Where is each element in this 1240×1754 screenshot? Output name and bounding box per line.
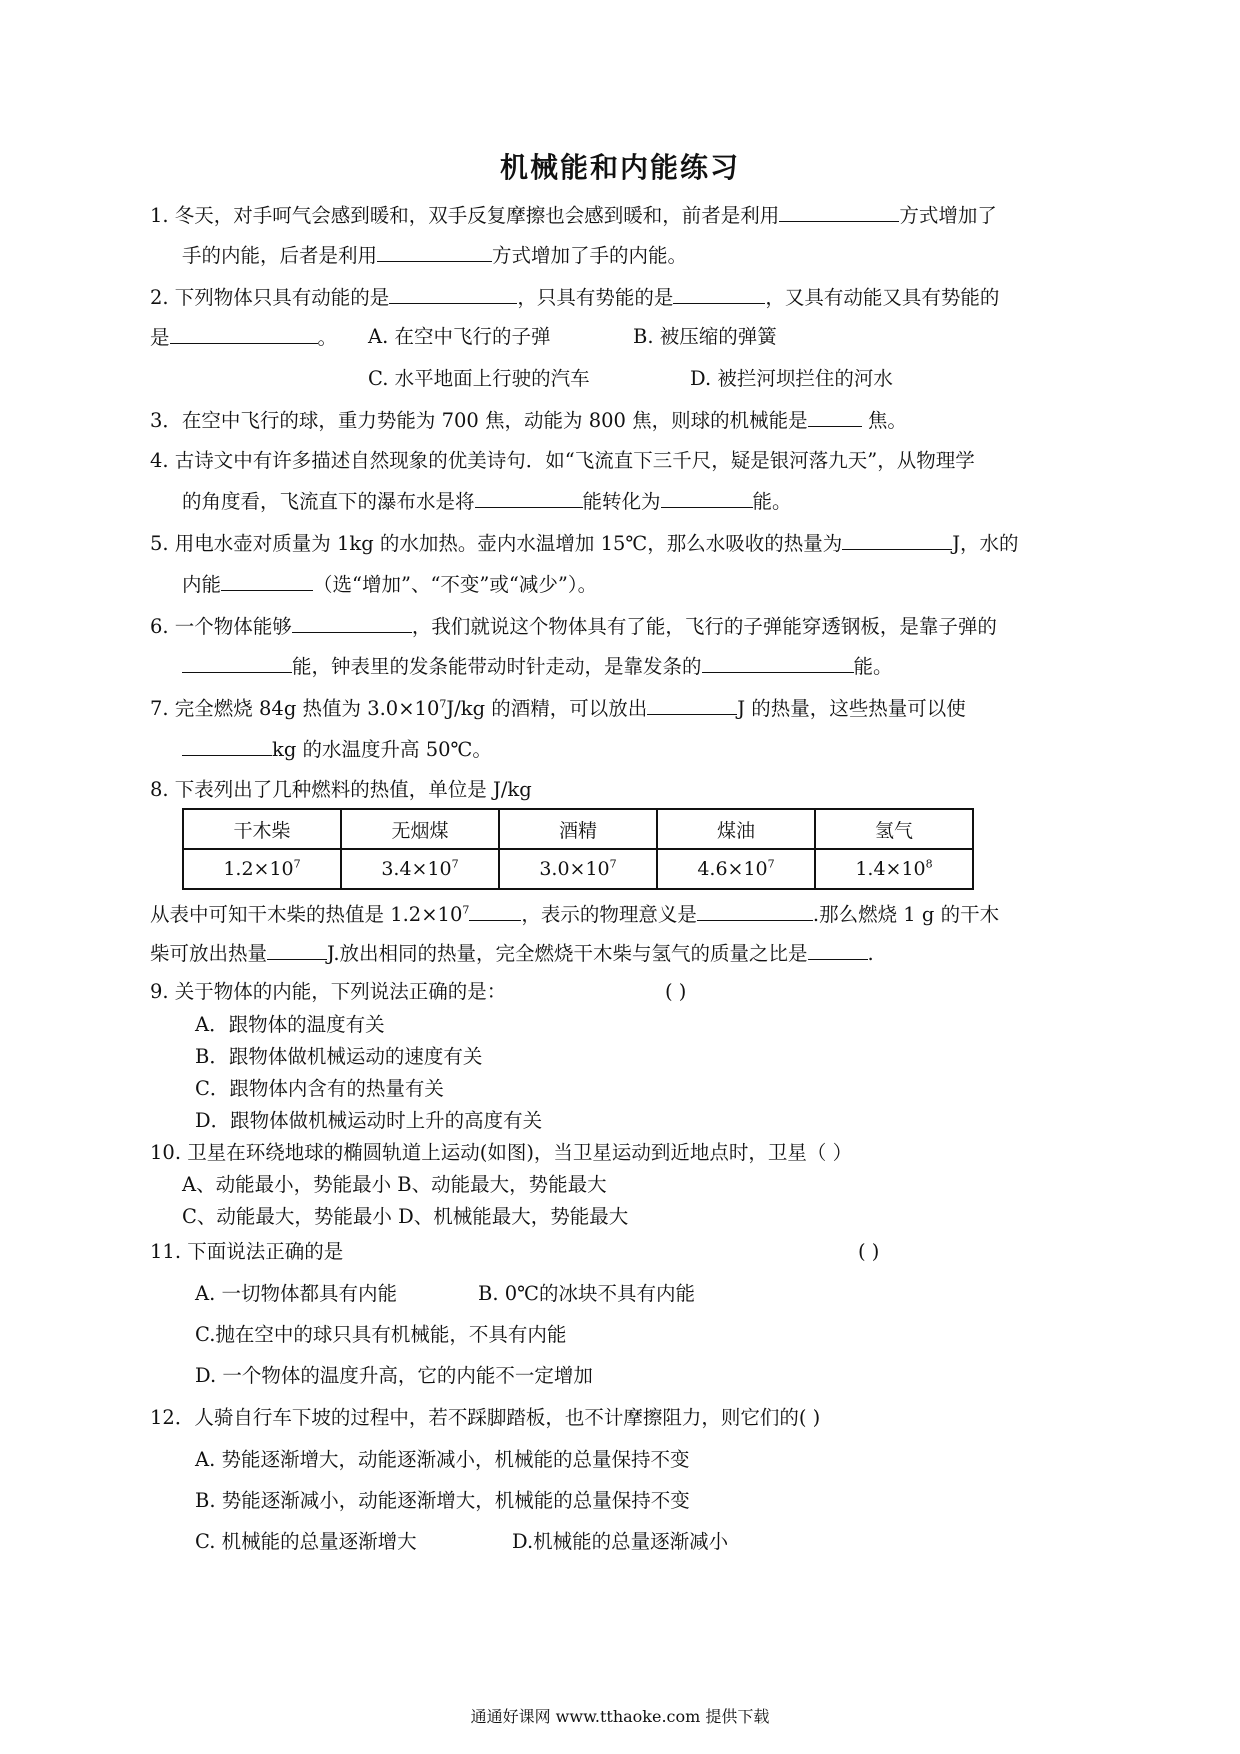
q2-text: 是	[150, 326, 170, 349]
value-exponent: 8	[925, 857, 933, 871]
q8-blank-2[interactable]	[697, 902, 813, 921]
q1-blank-2[interactable]	[377, 243, 492, 262]
q1-line-2	[182, 243, 687, 268]
q1-text: 手的内能，后者是利用	[182, 244, 378, 267]
q8-blank-3[interactable]	[267, 941, 327, 960]
q11-option-a: A. 一切物体都具有内能	[195, 1282, 397, 1305]
q2-text: ，又具有动能又具有势能的	[765, 286, 1000, 309]
table-cell	[183, 849, 341, 889]
q8-text: ，表示的物理意义是	[521, 903, 697, 926]
q12-option-d: D.机械能的总量逐渐减小	[512, 1530, 729, 1553]
q9-option-c: C．跟物体内含有的热量有关	[195, 1077, 444, 1100]
q12-stem: 12．人骑自行车下坡的过程中，若不踩脚踏板，也不计摩擦阻力，则它们的( )	[150, 1406, 821, 1429]
q7-line-2	[182, 737, 492, 762]
q2-text: ，只具有势能的是	[517, 286, 674, 309]
q10-options-ab: A、动能最小，势能最小 B、动能最大，势能最大	[182, 1173, 607, 1196]
q2-text: 。	[317, 326, 338, 349]
q9-answer-paren: ( )	[665, 980, 687, 1003]
q6-text: ，我们就说这个物体具有了能，飞行的子弹能穿透钢板，是靠子弹的	[411, 615, 997, 638]
q6-blank-2[interactable]	[182, 654, 292, 673]
q8-blank-4[interactable]	[808, 941, 868, 960]
q2-option-d: D. 被拦河坝拦住的河水	[690, 367, 893, 390]
table-row	[183, 849, 973, 889]
value-mantissa: 1.2×10	[223, 858, 294, 880]
q9-option-a: A．跟物体的温度有关	[195, 1013, 385, 1036]
value-exponent: 7	[293, 857, 301, 871]
q6-blank-3[interactable]	[702, 654, 854, 673]
q8-text: 柴可放出热量	[150, 942, 268, 965]
q7-exponent: 7	[439, 697, 447, 711]
q4-text: 能。	[752, 490, 792, 513]
table-cell	[341, 849, 499, 889]
q4-text: 的角度看，飞流直下的瀑布水是将	[182, 490, 475, 513]
q5-text: J，水的	[952, 532, 1019, 555]
table-header-cell: 煤油	[657, 809, 815, 849]
value-mantissa: 3.0×10	[539, 858, 610, 880]
q1-text: 方式增加了手的内能。	[492, 244, 688, 267]
q7-text: J/kg 的酒精，可以放出	[446, 697, 648, 720]
q3-blank[interactable]	[808, 408, 862, 427]
q8-exponent: 7	[462, 903, 470, 917]
q4-line-1: 4. 古诗文中有许多描述自然现象的优美诗句．如“飞流直下三千尺，疑是银河落九天”，从物理学	[150, 449, 975, 472]
value-mantissa: 1.4×10	[855, 858, 926, 880]
q1-line-1	[150, 203, 997, 228]
q5-line-1	[150, 531, 1019, 556]
q7-blank-2[interactable]	[182, 737, 272, 756]
q7-text: kg 的水温度升高 50℃。	[272, 738, 492, 761]
q5-text: 5. 用电水壶对质量为 1kg 的水加热。壶内水温增加 15℃，那么水吸收的热量为	[150, 532, 843, 555]
q5-blank-1[interactable]	[842, 531, 952, 550]
q2-text: 2. 下列物体只具有动能的是	[150, 286, 390, 309]
value-exponent: 7	[609, 857, 617, 871]
q7-line-1	[150, 696, 966, 721]
q4-text: 能转化为	[582, 490, 661, 513]
footer-source: 通通好课网 www.tthaoke.com 提供下载	[470, 1707, 770, 1726]
q1-text: 方式增加了	[899, 204, 997, 227]
q11-answer-paren: ( )	[858, 1240, 880, 1263]
q8-text: 从表中可知干木柴的热值是 1.2×10	[150, 903, 463, 926]
q2-line-1	[150, 285, 999, 310]
q11-stem: 11. 下面说法正确的是	[150, 1240, 344, 1263]
q8-text: .那么燃烧 1 g 的干木	[812, 903, 1000, 926]
q10-stem: 10. 卫星在环绕地球的椭圆轨道上运动(如图)，当卫星运动到近地点时，卫星（ ）	[150, 1141, 853, 1164]
q8-intro: 8. 下表列出了几种燃料的热值，单位是 J/kg	[150, 778, 532, 801]
q5-text: 内能	[182, 573, 222, 596]
q7-text: J 的热量，这些热量可以使	[737, 697, 966, 720]
q8-text: J.放出相同的热量，完全燃烧干木柴与氢气的质量之比是	[327, 942, 808, 965]
q2-blank-1[interactable]	[389, 285, 517, 304]
q12-option-b: B. 势能逐渐减小，动能逐渐增大，机械能的总量保持不变	[195, 1489, 690, 1512]
q8-line-1	[150, 902, 999, 927]
q3-text: 3．在空中飞行的球，重力势能为 700 焦，动能为 800 焦，则球的机械能是	[150, 409, 808, 432]
value-mantissa: 4.6×10	[697, 858, 768, 880]
fuel-heat-value-table	[182, 808, 974, 890]
table-cell	[499, 849, 657, 889]
q3-line	[150, 408, 907, 433]
q9-stem: 9. 关于物体的内能，下列说法正确的是：	[150, 980, 507, 1003]
value-exponent: 7	[451, 857, 459, 871]
q2-blank-3[interactable]	[170, 325, 318, 344]
q2-blank-2[interactable]	[673, 285, 765, 304]
q7-text: 7. 完全燃烧 84g 热值为 3.0×10	[150, 697, 440, 720]
q8-line-2	[150, 941, 874, 966]
q6-line-1	[150, 614, 997, 639]
q11-option-d: D. 一个物体的温度升高，它的内能不一定增加	[195, 1364, 593, 1387]
table-header-cell: 酒精	[499, 809, 657, 849]
q5-text: （选“增加”、“不变”或“减少”）。	[313, 573, 598, 596]
q12-option-c: C. 机械能的总量逐渐增大	[195, 1530, 417, 1553]
q4-blank-1[interactable]	[475, 489, 583, 508]
value-mantissa: 3.4×10	[381, 858, 452, 880]
q10-options-cd: C、动能最大，势能最小 D、机械能最大，势能最大	[182, 1205, 629, 1228]
q2-line-2	[150, 325, 337, 350]
q12-option-a: A. 势能逐渐增大，动能逐渐减小，机械能的总量保持不变	[195, 1448, 690, 1471]
q4-blank-2[interactable]	[661, 489, 753, 508]
q11-option-b: B. 0℃的冰块不具有内能	[478, 1282, 695, 1305]
table-cell	[815, 849, 973, 889]
q6-blank-1[interactable]	[292, 614, 412, 633]
q6-text: 能，钟表里的发条能带动时针走动，是靠发条的	[292, 655, 702, 678]
value-exponent: 7	[767, 857, 775, 871]
q8-text: .	[867, 942, 874, 965]
q2-option-c: C. 水平地面上行驶的汽车	[368, 367, 590, 390]
q2-option-b: B. 被压缩的弹簧	[633, 325, 777, 348]
table-header-row	[183, 809, 973, 849]
q9-option-b: B．跟物体做机械运动的速度有关	[195, 1045, 483, 1068]
table-header-cell: 氢气	[815, 809, 973, 849]
q7-blank-1[interactable]	[647, 696, 737, 715]
q3-text: 焦。	[867, 409, 907, 432]
q1-blank-1[interactable]	[779, 203, 899, 222]
q5-blank-2[interactable]	[221, 572, 313, 591]
q11-option-c: C.抛在空中的球只具有机械能，不具有内能	[195, 1323, 567, 1346]
q6-line-2	[182, 654, 893, 679]
table-cell	[657, 849, 815, 889]
q6-text: 6. 一个物体能够	[150, 615, 292, 638]
table-header-cell: 无烟煤	[341, 809, 499, 849]
q8-blank-1[interactable]	[469, 902, 521, 921]
page-title: 机械能和内能练习	[499, 151, 740, 184]
q5-line-2	[182, 572, 597, 597]
q9-option-d: D．跟物体做机械运动时上升的高度有关	[195, 1109, 543, 1132]
q6-text: 能。	[853, 655, 893, 678]
q1-text: 1. 冬天，对手呵气会感到暖和，双手反复摩擦也会感到暖和，前者是利用	[150, 204, 780, 227]
table-header-cell: 干木柴	[183, 809, 341, 849]
q2-option-a: A. 在空中飞行的子弹	[368, 325, 551, 348]
q4-line-2	[182, 489, 792, 514]
